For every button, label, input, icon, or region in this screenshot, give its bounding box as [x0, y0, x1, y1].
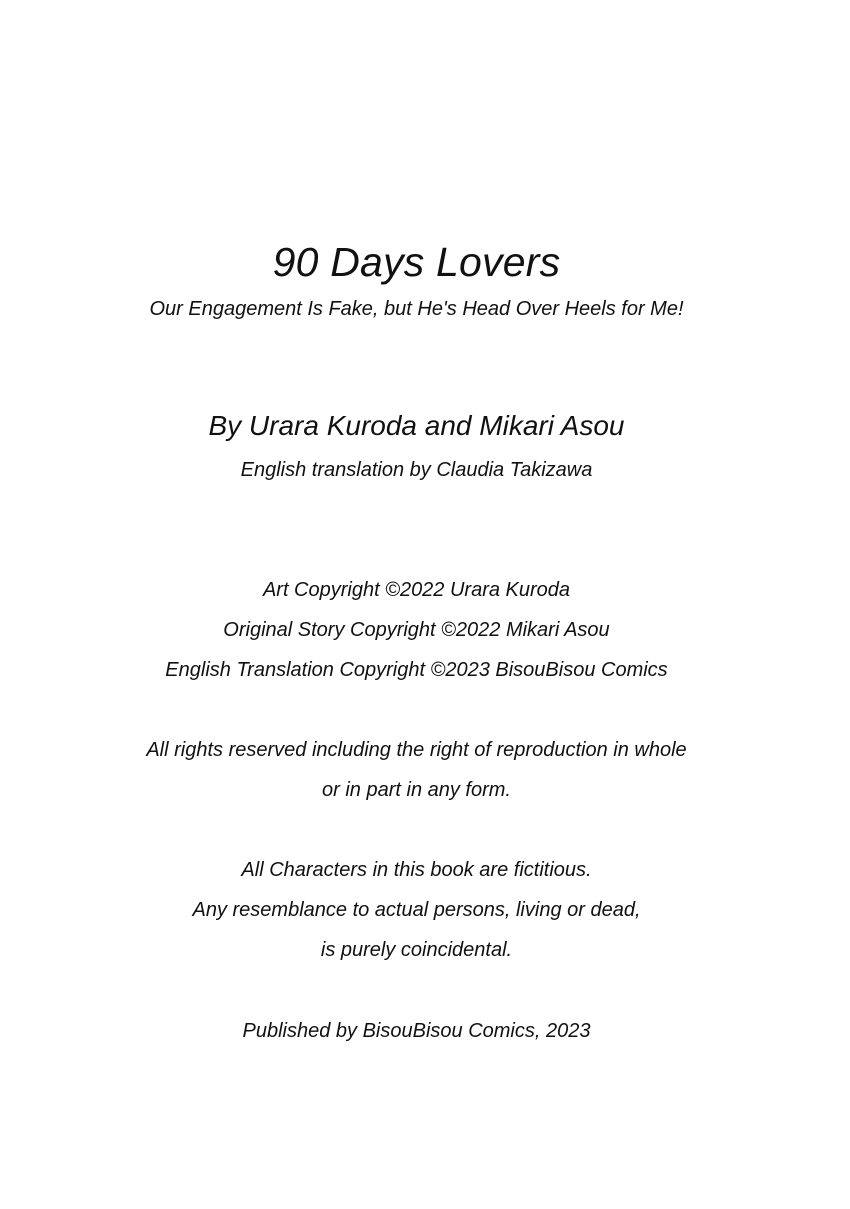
- fiction-disclaimer-line-1: All Characters in this book are fictitious.: [241, 859, 592, 881]
- book-subtitle: Our Engagement Is Fake, but He's Head Over Heels for Me!: [149, 298, 684, 320]
- translation-copyright: English Translation Copyright ©2023 BisouBisou Comics: [165, 659, 668, 681]
- rights-reserved-line-2: or in part in any form.: [322, 779, 511, 801]
- rights-reserved-line-1: All rights reserved including the right of reproduction in whole: [146, 739, 687, 761]
- fiction-disclaimer-line-3: is purely coincidental.: [320, 939, 513, 961]
- book-title: 90 Days Lovers: [272, 239, 561, 285]
- fiction-disclaimer-line-2: Any resemblance to actual persons, living or dead,: [192, 899, 641, 921]
- art-copyright: Art Copyright ©2022 Urara Kuroda: [262, 579, 571, 601]
- translation-credit: English translation by Claudia Takizawa: [240, 459, 593, 481]
- author-credit: By Urara Kuroda and Mikari Asou: [208, 410, 625, 441]
- story-copyright: Original Story Copyright ©2022 Mikari Asou: [223, 619, 610, 641]
- publisher-credit: Published by BisouBisou Comics, 2023: [242, 1020, 591, 1042]
